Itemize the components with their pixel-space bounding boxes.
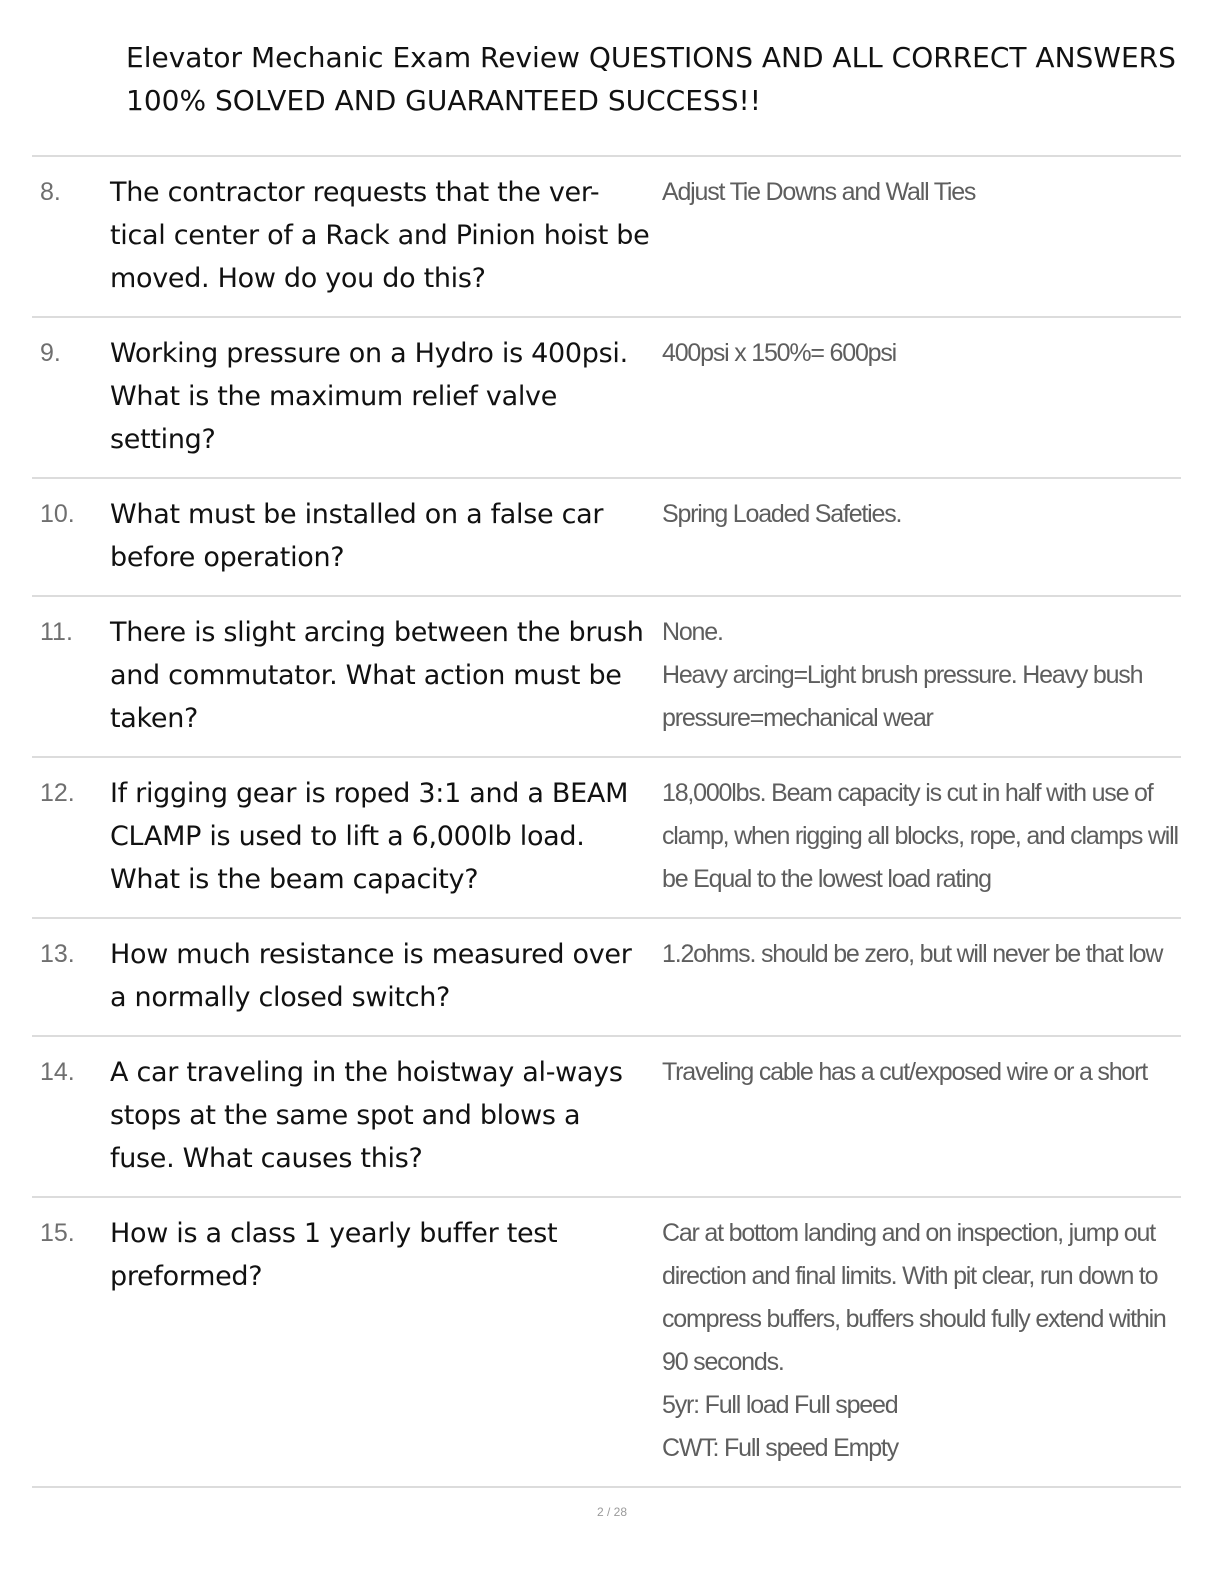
answer-text (650, 1051, 1181, 1180)
answer-text (650, 493, 1181, 579)
answer-line: 90 seconds. (662, 1348, 784, 1376)
answer-text (650, 933, 1181, 1019)
question-text: How much resistance is measured over a normally closed switch? (110, 939, 632, 1013)
question-number: 10. (40, 500, 75, 528)
answer-text (650, 171, 1181, 300)
question-text: What must be installed on a false car before operation? (110, 499, 604, 573)
qa-row (32, 1037, 1181, 1198)
document-title-line-2: 100% SOLVED AND GUARANTEED SUCCESS!! (126, 84, 761, 117)
answer-line: Traveling cable has a cut/exposed wire or a short (662, 1058, 1147, 1086)
answer-line: be Equal to the lowest load rating (662, 865, 991, 893)
answer-line: 1.2ohms. should be zero, but will never be that low (662, 940, 1163, 968)
answer-line: 400psi x 150%= 600psi (662, 339, 897, 367)
answer-text (650, 332, 1181, 461)
question-number: 13. (40, 940, 75, 968)
qa-row (32, 318, 1181, 479)
answer-line: 18,000lbs. Beam capacity is cut in half with use of (662, 779, 1153, 807)
answer-line: pressure=mechanical wear (662, 704, 933, 732)
qa-row (32, 1198, 1181, 1488)
answer-line: compress buffers, buffers should fully extend within (662, 1305, 1166, 1333)
question-text: How is a class 1 yearly buffer test preformed? (110, 1218, 558, 1292)
document-title-line-1: Elevator Mechanic Exam Review QUESTIONS AND ALL CORRECT ANSWERS (126, 41, 1176, 74)
qa-row (32, 597, 1181, 758)
question-number: 11. (40, 618, 73, 646)
answer-text (650, 1212, 1181, 1470)
question-number: 9. (40, 339, 61, 367)
answer-text (650, 611, 1181, 740)
qa-row (32, 919, 1181, 1037)
qa-row (32, 157, 1181, 318)
answer-line: None. (662, 618, 723, 646)
question-number: 14. (40, 1058, 75, 1086)
qa-row (32, 758, 1181, 919)
answer-text (650, 772, 1181, 901)
page-number: 2 / 28 (596, 1505, 628, 1519)
answer-line: clamp, when rigging all blocks, rope, and clamps will (662, 822, 1178, 850)
question-text: There is slight arcing between the brush and commutator. What action must be taken? (110, 617, 644, 734)
question-text: A car traveling in the hoistway al-ways stops at the same spot and blows a fuse. What causes this? (110, 1057, 623, 1174)
answer-line: Car at bottom landing and on inspection, jump out (662, 1219, 1155, 1247)
qa-list (32, 155, 1181, 1488)
answer-line: Spring Loaded Safeties. (662, 500, 902, 528)
answer-line: direction and final limits. With pit clear, run down to (662, 1262, 1158, 1290)
qa-row (32, 479, 1181, 597)
question-text: If rigging gear is roped 3:1 and a BEAM CLAMP is used to lift a 6,000lb load. What is the beam capacity? (110, 778, 629, 895)
question-text: The contractor requests that the ver-tical center of a Rack and Pinion hoist be moved. How do you do this? (110, 177, 650, 294)
question-number: 8. (40, 178, 61, 206)
answer-line: CWT: Full speed Empty (662, 1434, 898, 1462)
answer-line: Heavy arcing=Light brush pressure. Heavy bush (662, 661, 1143, 689)
question-number: 15. (40, 1219, 75, 1247)
answer-line: 5yr: Full load Full speed (662, 1391, 898, 1419)
answer-line: Adjust Tie Downs and Wall Ties (662, 178, 976, 206)
document-title (126, 36, 1224, 122)
question-text: Working pressure on a Hydro is 400psi. What is the maximum relief valve setting? (110, 338, 628, 455)
question-number: 12. (40, 779, 75, 807)
